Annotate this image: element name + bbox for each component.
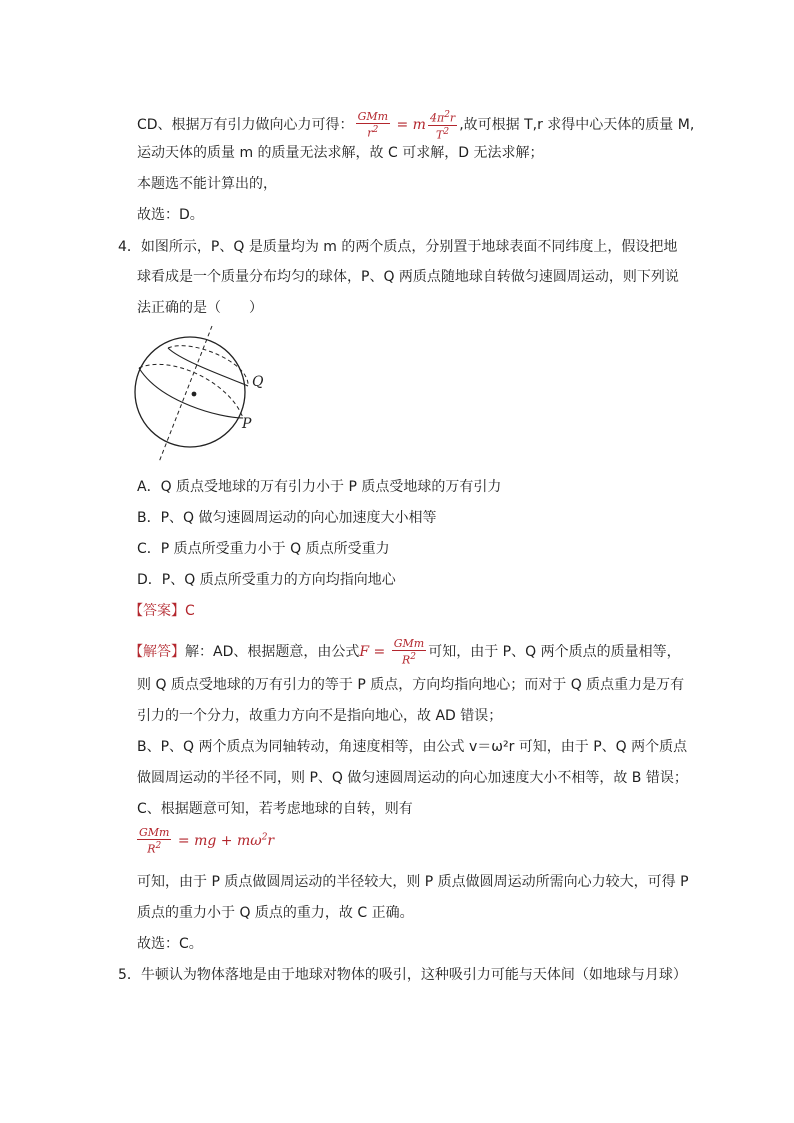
answer-tag: 【答案】: [129, 603, 185, 619]
equation-lhs-fraction: $\frac{\text{GMm}}{R^2}$: [139, 826, 170, 856]
analysis-line-5: 做圆周运动的半径不同，则 P、Q 做匀速圆周运动的向心加速度大小不相等，故 B 错误；: [137, 770, 688, 786]
q3-line-4: 故选：D。: [137, 207, 204, 223]
q4-stem-2: 球看成是一个质量分布均匀的球体，P、Q 两质点随地球自转做匀速圆周运动，则下列说: [137, 269, 679, 285]
q4-stem-1: 4．如图所示，P、Q 是质量均为 m 的两个质点，分别置于地球表面不同纬度上，假设把地: [118, 239, 678, 255]
analysis-line-4: B、P、Q 两个质点为同轴转动，角速度相等，由公式 v＝ω²r 可知，由于 P、Q 两个质点: [137, 739, 688, 755]
analysis-line-7: 可知，由于 P 质点做圆周运动的半径较大，则 P 质点做圆周运动所需向心力较大，可得 P: [137, 874, 689, 890]
gravity-equation: $\frac{\text{GMm}}{R^2}$ = mg + $m\omega^2r$: [139, 826, 275, 856]
earth-center-dot: [192, 392, 197, 397]
option-b: B．P、Q 做匀速圆周运动的向心加速度大小相等: [137, 510, 437, 526]
analysis-line-2: 则 Q 质点受地球的万有引力的等于 P 质点，方向均指向地心；而对于 Q 质点重力是万有: [137, 677, 685, 693]
gmm-over-r2-upper-fraction: $\frac{\text{GMm}}{R^2}$: [393, 637, 425, 667]
q3-line-1-text: CD、根据万有引力做向心力可得：: [137, 117, 354, 134]
label-p: P: [242, 416, 252, 432]
p-latitude-back: [139, 364, 243, 418]
q3-line-1: CD、根据万有引力做向心力可得： $\frac{\text{GMm}}{r^2}$ = m $\frac{4\pi^2r}{T^2}$ ,故可根据 T,r 求得中心天体的质量 M,: [137, 110, 695, 142]
option-d: D．P、Q 质点所受重力的方向均指向地心: [137, 572, 396, 588]
analysis-line-1-text: 解：AD、根据题意，由公式: [185, 643, 360, 660]
answer-line: [129, 601, 195, 621]
option-c: C．P 质点所受重力小于 Q 质点所受重力: [137, 541, 390, 557]
earth-sphere-figure: [130, 322, 270, 464]
q4-stem-3: 法正确的是（ ）: [137, 300, 263, 316]
analysis-line-1-tail: 可知，由于 P、Q 两个质点的质量相等，: [428, 643, 681, 660]
analysis-line-8: 质点的重力小于 Q 质点的重力，故 C 正确。: [137, 905, 414, 921]
analysis-tag: 【解答】: [129, 643, 185, 660]
analysis-line-1: 【解答】解：AD、根据题意，由公式F = $\frac{\text{GMm}}{R^2}$ 可知，由于 P、Q 两个质点的质量相等，: [129, 637, 681, 667]
q3-line-1-tail: ,故可根据 T,r 求得中心天体的质量 M,: [459, 117, 695, 134]
option-a: A．Q 质点受地球的万有引力小于 P 质点受地球的万有引力: [137, 479, 502, 495]
label-q: Q: [252, 374, 264, 390]
4pi2r-over-t2-fraction: $\frac{4\pi^2r}{T^2}$: [429, 110, 456, 142]
analysis-line-3: 引力的一个分力，故重力方向不是指向地心，故 AD 错误；: [137, 708, 503, 724]
analysis-line-9: 故选：C。: [137, 936, 203, 952]
q3-line-2: 运动天体的质量 m 的质量无法求解，故 C 可求解，D 无法求解；: [137, 145, 544, 161]
p-latitude-front: [139, 368, 243, 418]
gmm-over-r2-fraction: $\frac{\text{GMm}}{r^2}$: [357, 110, 389, 140]
q3-line-3: 本题选不能计算出的，: [137, 176, 277, 192]
analysis-line-6: C、根据题意可知，若考虑地球的自转，则有: [137, 801, 413, 817]
sphere-outline: [135, 337, 245, 447]
answer-value: C: [185, 603, 195, 619]
q5-stem-1: 5．牛顿认为物体落地是由于地球对物体的吸引，这种吸引力可能与天体间（如地球与月球）: [118, 967, 687, 983]
